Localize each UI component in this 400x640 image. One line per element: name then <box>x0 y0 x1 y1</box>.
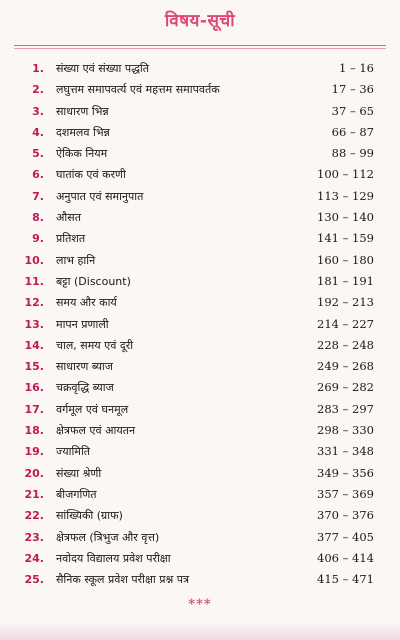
toc-row-pages: 113 – 129 <box>317 188 374 203</box>
toc-row <box>0 186 400 207</box>
toc-row-pages: 141 – 159 <box>317 231 374 246</box>
toc-row <box>0 143 400 164</box>
toc-row-number: 21. <box>24 487 44 501</box>
toc-row <box>0 484 400 505</box>
toc-row-pages: 228 – 248 <box>317 337 374 352</box>
toc-row <box>0 250 400 271</box>
toc-row-number: 22. <box>24 509 44 523</box>
toc-row-pages: 269 – 282 <box>317 380 374 395</box>
toc-row-number: 2. <box>32 83 44 97</box>
toc-row-number: 19. <box>24 445 44 459</box>
toc-row <box>0 441 400 462</box>
toc-row-number: 15. <box>24 360 44 374</box>
toc-row-title: संख्या श्रेणी <box>56 466 102 480</box>
toc-row <box>0 271 400 292</box>
toc-row-number: 14. <box>24 338 44 352</box>
toc-row-pages: 160 – 180 <box>317 252 374 267</box>
toc-row-number: 20. <box>24 466 44 480</box>
toc-row-title: बीजगणित <box>56 487 97 501</box>
toc-row-number: 11. <box>24 274 44 288</box>
toc-row-pages: 357 – 369 <box>317 486 374 501</box>
toc-row-pages: 181 – 191 <box>317 273 374 288</box>
toc-row-pages: 37 – 65 <box>331 103 374 118</box>
toc-row <box>0 58 400 79</box>
toc-row <box>0 505 400 526</box>
toc-row-number: 25. <box>24 573 44 587</box>
toc-row-number: 3. <box>32 104 44 118</box>
toc-row-title: लाभ हानि <box>56 253 96 267</box>
toc-row <box>0 292 400 313</box>
toc-row-number: 13. <box>24 317 44 331</box>
toc-row-pages: 349 – 356 <box>317 465 374 480</box>
page-title: विषय-सूची <box>164 11 236 31</box>
toc-row-number: 17. <box>24 402 44 416</box>
toc-row <box>0 101 400 122</box>
toc-row-pages: 370 – 376 <box>317 508 374 523</box>
toc-row-number: 9. <box>32 232 44 246</box>
toc-row-number: 1. <box>32 62 44 75</box>
toc-row-title: अनुपात एवं समानुपात <box>56 189 144 203</box>
toc-row <box>0 420 400 441</box>
toc-row-pages: 214 – 227 <box>317 316 374 331</box>
title-divider <box>14 45 386 46</box>
toc-row-pages: 298 – 330 <box>317 423 374 438</box>
toc-row-title: साधारण ब्याज <box>56 360 113 374</box>
toc-row-number: 23. <box>24 530 44 544</box>
toc-row <box>0 569 400 590</box>
toc-row <box>0 228 400 249</box>
toc-row-pages: 406 – 414 <box>317 550 374 565</box>
toc-row-pages: 249 – 268 <box>317 359 374 374</box>
toc-row-title: लघुत्तम समापवर्त्य एवं महत्तम समापवर्तक <box>56 83 220 97</box>
toc-row-title: चाल, समय एवं दूरी <box>56 338 134 352</box>
toc-row-number: 16. <box>24 381 44 395</box>
toc-row <box>0 79 400 100</box>
toc-row-number: 4. <box>32 125 44 139</box>
title-divider-secondary <box>14 48 386 49</box>
toc-row-pages: 17 – 36 <box>331 82 374 97</box>
toc-row <box>0 335 400 356</box>
toc-row-title: वर्गमूल एवं घनमूल <box>56 402 129 416</box>
toc-row-pages: 1 – 16 <box>338 61 374 75</box>
toc-list <box>0 58 400 590</box>
toc-row-title: साधारण भिन्न <box>56 104 109 118</box>
toc-row-title: समय और कार्य <box>56 296 117 310</box>
toc-row-title: नवोदय विद्यालय प्रवेश परीक्षा <box>56 551 171 565</box>
toc-row-title: मापन प्रणाली <box>56 317 109 331</box>
toc-row-title: चक्रवृद्धि ब्याज <box>56 381 114 395</box>
toc-row-pages: 130 – 140 <box>317 210 374 225</box>
toc-row <box>0 207 400 228</box>
toc-row-title: ऐकिक नियम <box>56 147 108 161</box>
toc-row-pages: 192 – 213 <box>317 295 374 310</box>
toc-row-title: सैनिक स्कूल प्रवेश परीक्षा प्रश्न पत्र <box>56 573 190 587</box>
toc-row-title: क्षेत्रफल (त्रिभुज और वृत्त) <box>56 530 160 544</box>
end-ornament: *** <box>188 597 212 612</box>
toc-row-title: ज्यामिति <box>56 445 91 459</box>
toc-row <box>0 548 400 569</box>
toc-row-number: 12. <box>24 296 44 310</box>
toc-row-pages: 66 – 87 <box>331 124 374 139</box>
toc-row-title: सांख्यिकी (ग्राफ) <box>56 509 123 523</box>
toc-row-pages: 88 – 99 <box>331 146 374 161</box>
page-footer-band <box>0 622 400 640</box>
toc-row-pages: 283 – 297 <box>317 401 374 416</box>
toc-row-number: 24. <box>24 551 44 565</box>
toc-row-number: 18. <box>24 424 44 438</box>
toc-row <box>0 463 400 484</box>
toc-row <box>0 527 400 548</box>
toc-row <box>0 122 400 143</box>
toc-row-pages: 100 – 112 <box>317 167 374 182</box>
toc-row-title: दशमलव भिन्न <box>56 125 110 139</box>
toc-row-number: 5. <box>32 147 44 161</box>
toc-row-title: संख्या एवं संख्या पद्धति <box>56 62 150 75</box>
toc-row-title: बट्टा (Discount) <box>56 274 131 288</box>
toc-row-title: घातांक एवं करणी <box>56 168 126 182</box>
toc-row <box>0 399 400 420</box>
toc-row-title: औसत <box>56 211 81 225</box>
toc-row-title: क्षेत्रफल एवं आयतन <box>56 424 136 438</box>
toc-row-number: 8. <box>32 211 44 225</box>
toc-row-number: 7. <box>32 189 44 203</box>
toc-row-pages: 377 – 405 <box>317 529 374 544</box>
toc-row <box>0 356 400 377</box>
toc-row-pages: 415 – 471 <box>317 572 374 587</box>
toc-row-number: 10. <box>24 253 44 267</box>
toc-row-pages: 331 – 348 <box>317 444 374 459</box>
toc-row-number: 6. <box>32 168 44 182</box>
toc-row <box>0 377 400 398</box>
toc-row <box>0 164 400 185</box>
toc-row-title: प्रतिशत <box>56 232 86 246</box>
toc-row <box>0 314 400 335</box>
